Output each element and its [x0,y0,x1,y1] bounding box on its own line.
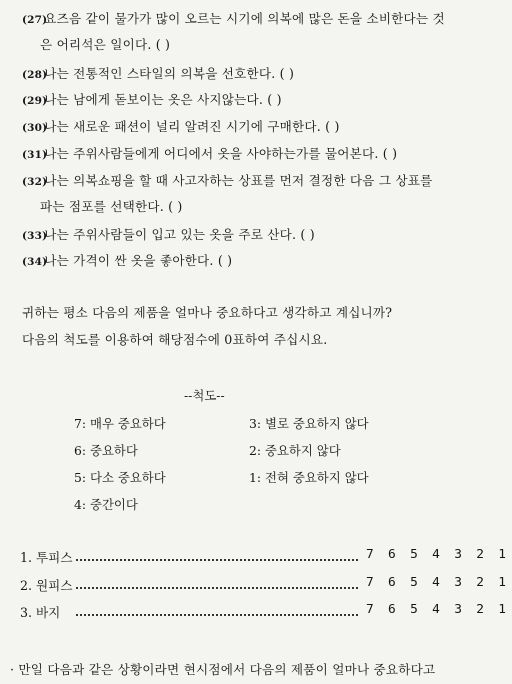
question-number: (29) [22,95,48,107]
rating-3[interactable]: 3 [454,547,462,562]
scale-option-3: 3: 별로 중요하지 않다 [249,416,369,431]
question-number: (31) [22,149,48,161]
rating-options [366,547,506,562]
dotted-leader [76,614,358,616]
question-32-continued: 파는 점포를 선택한다. ( ) [40,199,183,214]
scale-title: --척도-- [184,388,225,403]
question-text: 나는 의복쇼핑을 할 때 사고자하는 상표를 먼저 결정한 다음 그 상표를 [44,173,433,188]
scale-option-7: 7: 매우 중요하다 [74,416,166,431]
question-number: (27) [22,14,48,26]
rating-1[interactable]: 1 [498,602,506,617]
footer-text: · 만일 다음과 같은 상황이라면 현시점에서 다음의 제품이 얼마나 중요하다고 [10,662,436,677]
question-32 [22,174,433,189]
scale-option-6: 6: 중요하다 [74,443,138,458]
question-number: (32) [22,176,48,188]
instruction-line-1: 귀하는 평소 다음의 제품을 얼마나 중요하다고 생각하고 계십니까? [22,305,393,320]
question-28 [22,67,294,82]
rating-1[interactable]: 1 [498,575,506,590]
dotted-leader [76,559,358,561]
rating-1[interactable]: 1 [498,547,506,562]
question-33 [22,228,315,243]
scale-option-5: 5: 다소 중요하다 [74,470,166,485]
rating-3[interactable]: 3 [454,602,462,617]
rating-7[interactable]: 7 [366,575,374,590]
rating-options [366,602,506,617]
question-text: 나는 새로운 패션이 널리 알려진 시기에 구매한다. ( ) [44,119,340,134]
rating-4[interactable]: 4 [432,602,440,617]
item-label: 2. 원피스 [20,578,73,593]
question-31 [22,147,397,162]
item-label: 3. 바지 [20,605,61,620]
rating-3[interactable]: 3 [454,575,462,590]
rating-6[interactable]: 6 [388,602,396,617]
dotted-leader [76,587,358,589]
rating-2[interactable]: 2 [476,602,484,617]
question-text: 나는 주위사람들에게 어디에서 옷을 사야하는가를 물어본다. ( ) [44,146,398,161]
scale-option-2: 2: 중요하지 않다 [249,443,341,458]
question-number: (34) [22,256,48,268]
question-27 [22,12,445,27]
rating-2[interactable]: 2 [476,575,484,590]
rating-7[interactable]: 7 [366,547,374,562]
question-text: 요즈음 같이 물가가 많이 오르는 시기에 의복에 많은 돈을 소비한다는 것 [44,11,445,26]
rating-4[interactable]: 4 [432,547,440,562]
rating-6[interactable]: 6 [388,547,396,562]
rating-7[interactable]: 7 [366,602,374,617]
question-text: 나는 전통적인 스타일의 의복을 선호한다. ( ) [44,66,295,81]
question-text: 나는 가격이 싼 옷을 좋아한다. ( ) [44,253,233,268]
rating-2[interactable]: 2 [476,547,484,562]
item-label: 1. 투피스 [20,550,73,565]
scale-option-4: 4: 중간이다 [74,497,138,512]
question-text: 나는 남에게 돋보이는 옷은 사지않는다. ( ) [44,92,282,107]
rating-5[interactable]: 5 [410,547,418,562]
scale-option-1: 1: 전혀 중요하지 않다 [249,470,369,485]
rating-options [366,575,506,590]
question-number: (28) [22,69,48,81]
instruction-line-2: 다음의 척도를 이용하여 해당점수에 0표하여 주십시요. [22,332,328,347]
question-text: 나는 주위사람들이 입고 있는 옷을 주로 산다. ( ) [44,227,315,242]
rating-6[interactable]: 6 [388,575,396,590]
question-27-continued: 은 어리석은 일이다. ( ) [40,37,171,52]
question-34 [22,254,232,269]
question-number: (30) [22,122,48,134]
question-number: (33) [22,230,48,242]
rating-5[interactable]: 5 [410,575,418,590]
rating-4[interactable]: 4 [432,575,440,590]
question-29 [22,93,282,108]
question-30 [22,120,340,135]
rating-5[interactable]: 5 [410,602,418,617]
